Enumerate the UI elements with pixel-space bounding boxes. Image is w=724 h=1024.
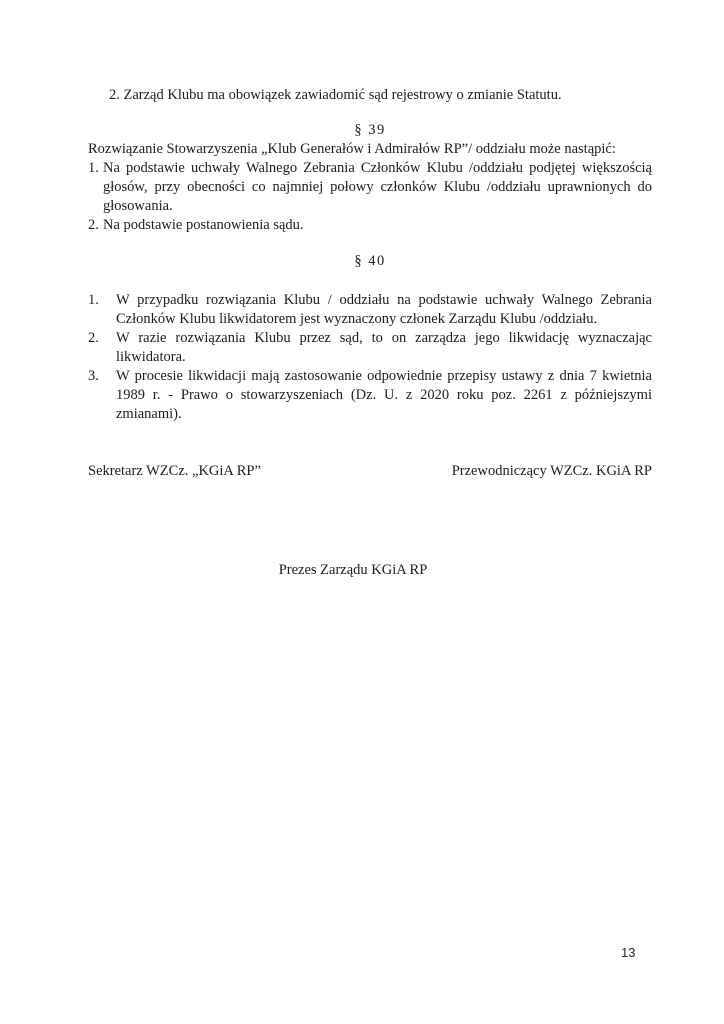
paragraph-statute-change-item-2: 2. Zarząd Klubu ma obowiązek zawiadomić sąd rejestrowy o zmianie Statutu.	[109, 87, 562, 103]
page-number: 13	[621, 945, 636, 960]
list-item-number: 1.	[88, 292, 99, 308]
section-39-heading: § 39	[354, 122, 386, 138]
list-item	[88, 159, 652, 216]
signature-secretary: Sekretarz WZCz. „KGiA RP”	[88, 463, 261, 479]
section-39-lead: Rozwiązanie Stowarzyszenia „Klub Generałów i Admirałów RP”/ oddziału może nastąpić:	[88, 141, 616, 157]
list-item-text: W przypadku rozwiązania Klubu / oddziału na podstawie uchwały Walnego Zebrania Członków Klubu likwidatorem jest wyznaczony członek Zarządu Klubu /oddziału.	[116, 292, 652, 327]
list-item-text: Na podstawie uchwały Walnego Zebrania Członków Klubu /oddziału podjętej większością głosów, przy obecności co najmniej połowy członków Klubu /oddziału uprawnionych do głosowania.	[103, 160, 652, 214]
section-40-heading: § 40	[354, 253, 386, 269]
list-item-number: 1.	[88, 160, 99, 176]
section-40-list	[88, 291, 652, 424]
list-item-number: 3.	[88, 368, 99, 384]
page-content	[88, 86, 652, 580]
list-item-number: 2.	[88, 217, 99, 233]
signature-row	[88, 462, 652, 481]
section-39-list	[88, 159, 652, 235]
signature-chairman: Przewodniczący WZCz. KGiA RP	[451, 463, 652, 479]
list-item	[88, 367, 652, 424]
list-item-text: W razie rozwiązania Klubu przez sąd, to on zarządza jego likwidację wyznaczając likwidatora.	[116, 330, 652, 365]
list-item	[88, 291, 652, 329]
list-item-text: Na podstawie postanowienia sądu.	[103, 217, 304, 233]
list-item	[88, 329, 652, 367]
list-item	[88, 216, 652, 235]
signature-president: Prezes Zarządu KGiA RP	[278, 562, 428, 578]
list-item-number: 2.	[88, 330, 99, 346]
list-item-text: W procesie likwidacji mają zastosowanie odpowiednie przepisy ustawy z dnia 7 kwietnia 1989 r. - Prawo o stowarzyszeniach (Dz. U. z 2020 roku poz. 2261 z późniejszymi zmianami).	[116, 368, 652, 422]
